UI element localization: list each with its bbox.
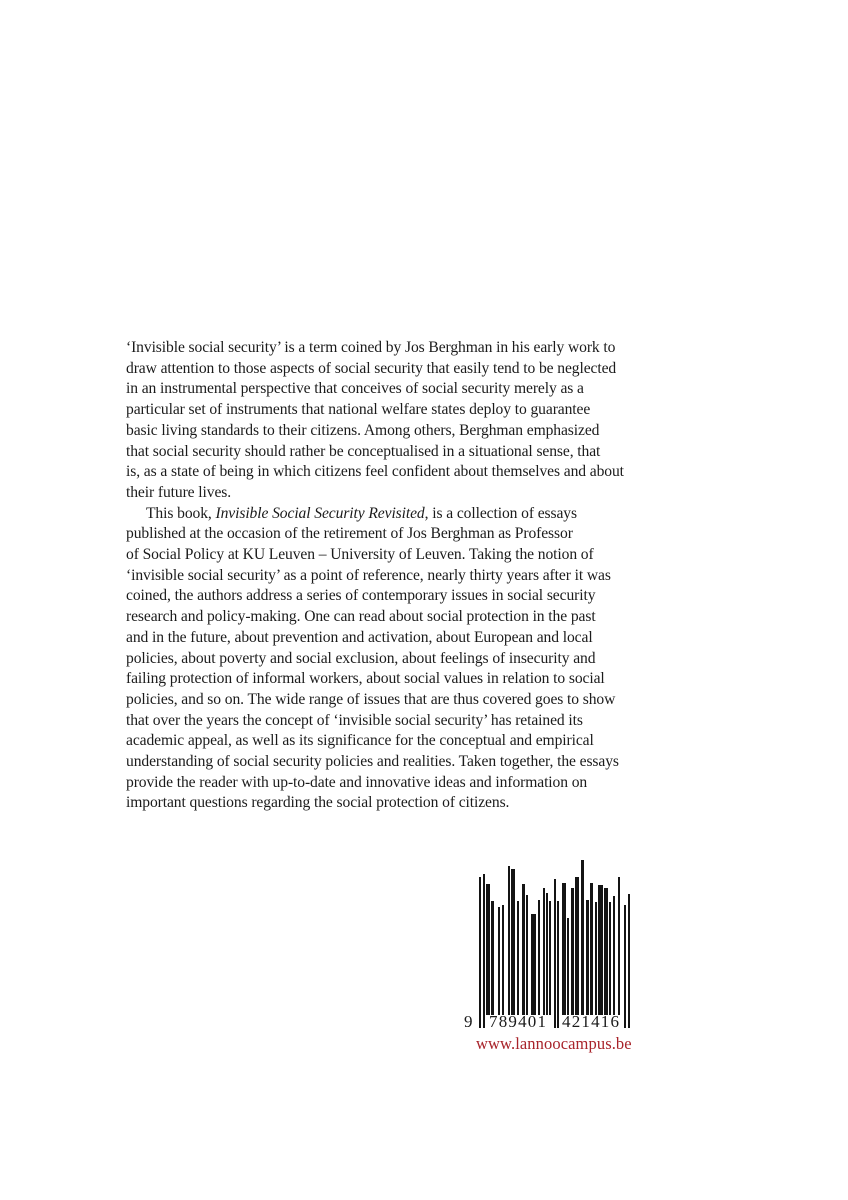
text-line: their future lives. xyxy=(126,483,232,501)
text-line: in an instrumental perspective that conceives of social security merely as a xyxy=(126,380,584,398)
barcode-bar xyxy=(613,896,615,1015)
barcode-bar xyxy=(549,901,551,1015)
barcode-bar xyxy=(502,905,504,1015)
text-line: failing protection of informal workers, about social values in relation to social xyxy=(126,670,605,688)
text-line: that over the years the concept of ‘invisible social security’ has retained its xyxy=(126,711,583,729)
text-line: ‘invisible social security’ as a point of reference, nearly thirty years after it was xyxy=(126,566,611,584)
publisher-website-link[interactable]: www.lannoocampus.be xyxy=(476,1034,632,1053)
barcode-bar xyxy=(511,869,515,1015)
text-line xyxy=(126,504,671,525)
isbn-first-digit: 9 xyxy=(464,1012,474,1031)
barcode-bar xyxy=(554,879,556,1028)
isbn-left-group: 789401 xyxy=(489,1012,548,1031)
text-fragment: , is a collection of essays xyxy=(424,504,577,522)
barcode-bar xyxy=(522,884,525,1015)
text-fragment: This book, xyxy=(146,504,216,522)
barcode-bar xyxy=(538,900,540,1015)
barcode-bar xyxy=(498,907,500,1015)
book-title: Invisible Social Security Revisited xyxy=(215,504,425,522)
barcode-bar xyxy=(562,883,566,1015)
text-line: and in the future, about prevention and activation, about European and local xyxy=(126,628,593,646)
text-line: important questions regarding the social protection of citizens. xyxy=(126,794,510,812)
text-line: is, as a state of being in which citizens feel confident about themselves and about xyxy=(126,463,624,481)
barcode-bar xyxy=(567,918,569,1015)
barcode-bar xyxy=(628,894,630,1028)
back-cover-blurb xyxy=(126,338,671,814)
text-line: basic living standards to their citizens. Among others, Berghman emphasized xyxy=(126,421,600,439)
text-line: research and policy-making. One can read about social protection in the past xyxy=(126,608,596,626)
text-line: published at the occasion of the retirement of Jos Berghman as Professor xyxy=(126,525,573,543)
barcode-bar xyxy=(526,895,528,1015)
text-line: policies, and so on. The wide range of issues that are thus covered goes to show xyxy=(126,690,616,708)
barcode-bar xyxy=(598,885,603,1015)
text-line: coined, the authors address a series of contemporary issues in social security xyxy=(126,587,596,605)
text-line: academic appeal, as well as its significance for the conceptual and empirical xyxy=(126,732,594,750)
barcode-bar xyxy=(517,901,519,1015)
barcode-bar xyxy=(575,877,579,1015)
barcode-bar xyxy=(590,883,593,1015)
text-line: understanding of social security policies and realities. Taken together, the essays xyxy=(126,753,619,771)
blurb-paragraph-2-body xyxy=(126,524,671,814)
text-line: ‘Invisible social security’ is a term coined by Jos Berghman in his early work to xyxy=(126,339,616,356)
barcode-bar xyxy=(581,860,584,1015)
isbn-right-group: 421416 xyxy=(562,1012,621,1031)
barcode-bar xyxy=(491,901,494,1015)
barcode-bar xyxy=(557,901,559,1028)
barcode-bar xyxy=(624,905,626,1028)
barcode-bar xyxy=(531,914,536,1015)
text-line: particular set of instruments that national welfare states deploy to guarantee xyxy=(126,401,591,419)
barcode-bar xyxy=(483,874,485,1028)
barcode-bar xyxy=(479,877,481,1028)
barcode-bar xyxy=(543,888,545,1015)
text-line: policies, about poverty and social exclusion, about feelings of insecurity and xyxy=(126,649,596,667)
text-line: that social security should rather be conceptualised in a situational sense, that xyxy=(126,442,601,460)
barcode-bar xyxy=(604,888,608,1015)
barcode-bar xyxy=(595,902,597,1015)
barcode-bar xyxy=(571,888,574,1015)
barcode-bar xyxy=(508,866,510,1015)
barcode-bar xyxy=(609,902,611,1015)
barcode-bar xyxy=(618,877,620,1015)
blurb-paragraph-1 xyxy=(126,338,671,504)
text-line: provide the reader with up-to-date and innovative ideas and information on xyxy=(126,773,588,791)
text-line: draw attention to those aspects of social security that easily tend to be neglected xyxy=(126,359,617,377)
text-line: of Social Policy at KU Leuven – University of Leuven. Taking the notion of xyxy=(126,546,594,564)
blurb-paragraph-2 xyxy=(126,504,671,525)
barcode-bar xyxy=(486,884,490,1015)
barcode-bar xyxy=(546,893,548,1015)
barcode-bar xyxy=(586,900,589,1015)
